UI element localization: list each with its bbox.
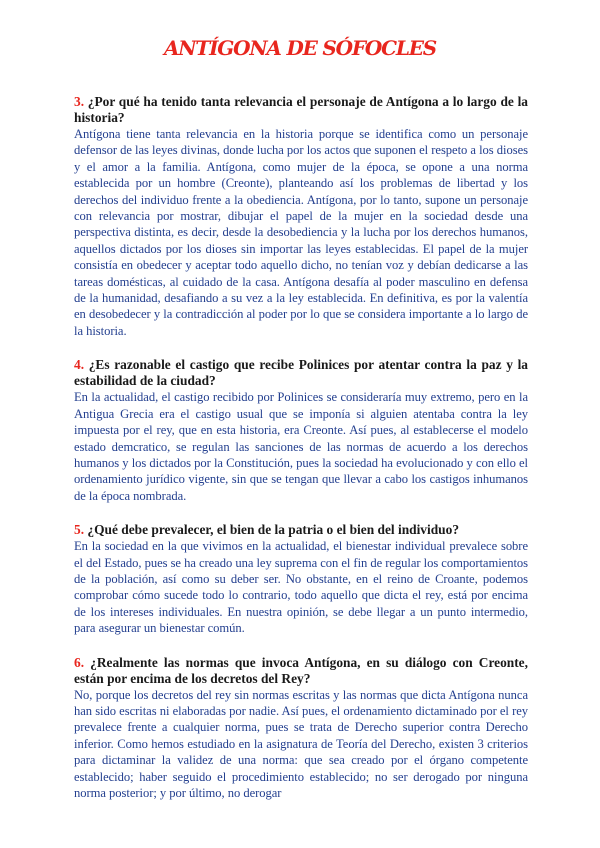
question-number: 6. bbox=[74, 654, 85, 670]
answer-6: No, porque los decretos del rey sin normas escritas y las normas que dicta Antígona nunca han sido escritas ni elaboradas por nadie. Así pues, el ordenamiento dictaminado por el rey prevalece frente a cualquier norma, pues se trata de Derecho superior contra Derecho inferior. Como hemos estudiado en la asignatura de Teoría del Derecho, existen 3 criterios para dictaminar la validez de una norma: que sea creado por el órgano competente establecido; haber seguido el procedimiento establecido; no ser derogado por ninguna norma posterior; y por último, no derogar bbox=[74, 687, 528, 800]
answer-5: En la sociedad en la que vivimos en la actualidad, el bienestar individual prevalece sobre el del Estado, pues se ha creado una ley suprema con el fin de regular los comportamientos de la población, así como su deber ser. No obstante, en el reino de Croante, podemos comprobar cómo sucede todo lo contrario, todo aquello que dicta el rey, está por encima de los intereses individuales. En nuestra opinión, se debe llegar a un punto intermedio, para asegurar un bienestar común. bbox=[74, 539, 528, 636]
question-number: 5. bbox=[74, 522, 85, 538]
question-4 bbox=[74, 357, 528, 389]
section-6 bbox=[74, 655, 528, 802]
document-title: ANTÍGONA DE SÓFOCLES bbox=[163, 36, 436, 60]
section-3 bbox=[74, 94, 528, 339]
question-6 bbox=[74, 655, 528, 687]
question-text: ¿Realmente las normas que invoca Antígona, en su diálogo con Creonte, están por encima de los decretos del Rey? bbox=[74, 654, 528, 686]
question-5 bbox=[74, 522, 528, 538]
answer-3: Antígona tiene tanta relevancia en la historia porque se identifica como un personaje defensor de las leyes divinas, donde lucha por los actos que suponen el respeto a los dioses y el amor a la familia. Antígona, como mujer de la época, se opone a una norma establecida por un hombre (Creonte), planteando así los problemas de libertad y los derechos del individuo frente a la obediencia. Antígona, por lo tanto, supone un personaje con relevancia por mostrar, dibujar el papel de la mujer en la sociedad desde una perspectiva distinta, es decir, desde la desobediencia y la lucha por los derechos humanos, aquellos dictados por los dioses sin importar las leyes establecidas. El papel de la mujer consistía en obedecer y aceptar todo aquello dicho, no tenían voz y debían dedicarse a las tareas domésticas, al cuidado de la casa. Antígona desafía al poder masculino en defensa de la humanidad, desafiando a su vez a la ley establecida. En definitiva, es por la valentía en desobedecer y la contradicción al poder por lo que se considera importante a lo largo de la historia. bbox=[74, 127, 528, 338]
answer-4: En la actualidad, el castigo recibido por Polinices se consideraría muy extremo, pero en la Antigua Grecia era el castigo usual que se imponía si alguien atentaba contra la ley impuesta por el rey, que en esta historia, era Creonte. Así pues, al establecerse el modelo estado demcratico, se regulan las sanciones de las normas de acuerdo a los derechos humanos y los dictados por la Constitución, pues la sociedad ha evolucionado y con ello el ordenamiento jurídico vigente, sin que se tengan que llevar a cabo los castigos inhumanos de la época nombrada. bbox=[74, 390, 528, 503]
section-4 bbox=[74, 357, 528, 504]
question-text: ¿Qué debe prevalecer, el bien de la patria o el bien del individuo? bbox=[87, 522, 460, 538]
question-number: 3. bbox=[74, 94, 85, 109]
question-number: 4. bbox=[74, 357, 85, 373]
question-3 bbox=[74, 94, 528, 126]
question-text: ¿Es razonable el castigo que recibe Polinices por atentar contra la paz y la estabilidad de la ciudad? bbox=[74, 357, 528, 389]
question-text: ¿Por qué ha tenido tanta relevancia el personaje de Antígona a lo largo de la historia? bbox=[74, 94, 528, 125]
document-body bbox=[74, 94, 528, 819]
section-5 bbox=[74, 522, 528, 636]
